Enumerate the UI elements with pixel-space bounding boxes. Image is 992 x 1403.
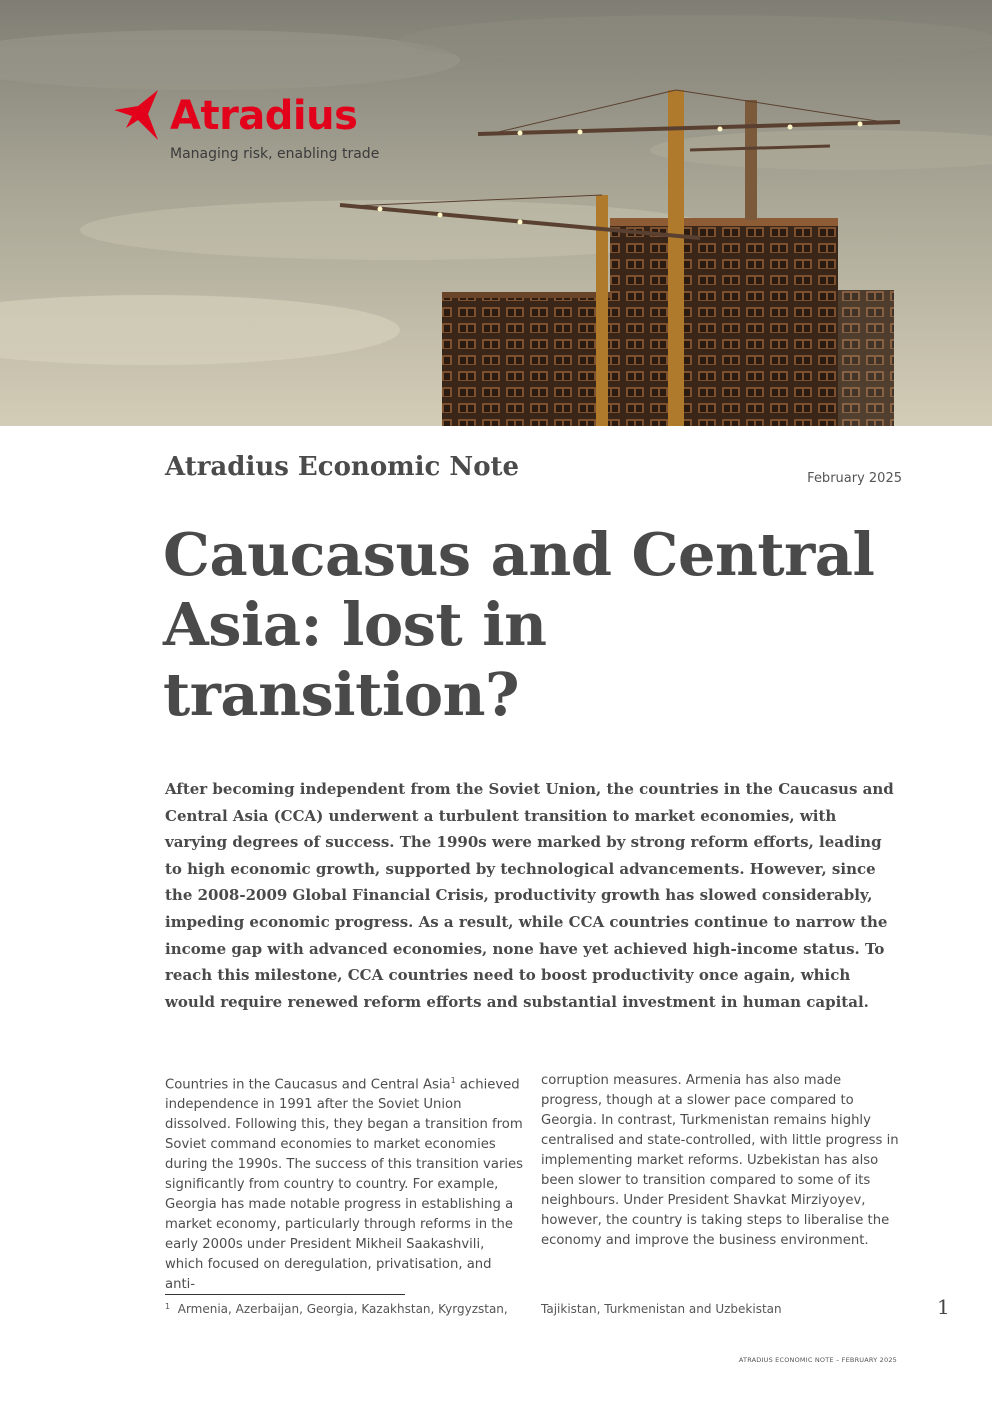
footnote-text: Armenia, Azerbaijan, Georgia, Kazakhstan, Kyrgyzstan, xyxy=(177,1302,508,1316)
page-number: 1 xyxy=(937,1295,950,1319)
publication-date: February 2025 xyxy=(807,471,902,486)
running-footer: ATRADIUS ECONOMIC NOTE – FEBRUARY 2025 xyxy=(738,1356,897,1364)
series-title: Atradius Economic Note xyxy=(165,452,520,482)
construction-photo xyxy=(0,0,992,426)
footnote-marker: 1 xyxy=(165,1302,171,1311)
document-title: Caucasus and Central Asia: lost in transition? xyxy=(163,520,875,729)
footnote-reference: 1 xyxy=(450,1076,456,1085)
footnote-right: Tajikistan, Turkmenistan and Uzbekistan xyxy=(541,1302,782,1316)
hero-photo-construction-site xyxy=(0,0,992,426)
footnote-divider xyxy=(165,1294,405,1295)
brand-name: Atradius xyxy=(170,93,358,139)
body-column-right: corruption measures. Armenia has also made progress, though at a slower pace compared to Georgia. In contrast, Turkmenistan remains highly centralised and state-controlled, with little progress in implementing market reforms. Uzbekistan has also been slower to transition compared to some of its neighbours. Under President Shavkat Mirziyoyev, however, the country is taking steps to liberalise the economy and improve the business environment. xyxy=(541,1073,899,1248)
footnote-left xyxy=(165,1302,508,1316)
atradius-logo xyxy=(110,88,400,168)
body-text: achieved independence in 1991 after the Soviet Union dissolved. Following this, they began a transition from Soviet command economies to market economies during the 1990s. The success of this transition varies significantly from country to country. For example, Georgia has made notable progress in establishing a market economy, particularly through reforms in the early 2000s under President Mikheil Saakashvili, which focused on deregulation, privatisation, and anti- xyxy=(165,1077,524,1293)
body-column-left xyxy=(165,1071,525,1295)
lead-paragraph: After becoming independent from the Soviet Union, the countries in the Caucasus and Central Asia (CCA) underwent a turbulent transition to market economies, with varying degrees of success. The 1990s were marked by strong reform efforts, leading to high economic growth, supported by technological advancements. However, since the 2008-2009 Global Financial Crisis, productivity growth has slowed considerably, impeding economic progress. As a result, while CCA countries continue to narrow the income gap with advanced economies, none have yet achieved high-income status. To reach this milestone, CCA countries need to boost productivity once again, which would require renewed reform efforts and substantial investment in human capital. xyxy=(165,780,894,1011)
atradius-logo-icon xyxy=(110,88,166,144)
brand-tagline: Managing risk, enabling trade xyxy=(170,146,380,162)
body-text: Countries in the Caucasus and Central Asia xyxy=(165,1077,451,1093)
